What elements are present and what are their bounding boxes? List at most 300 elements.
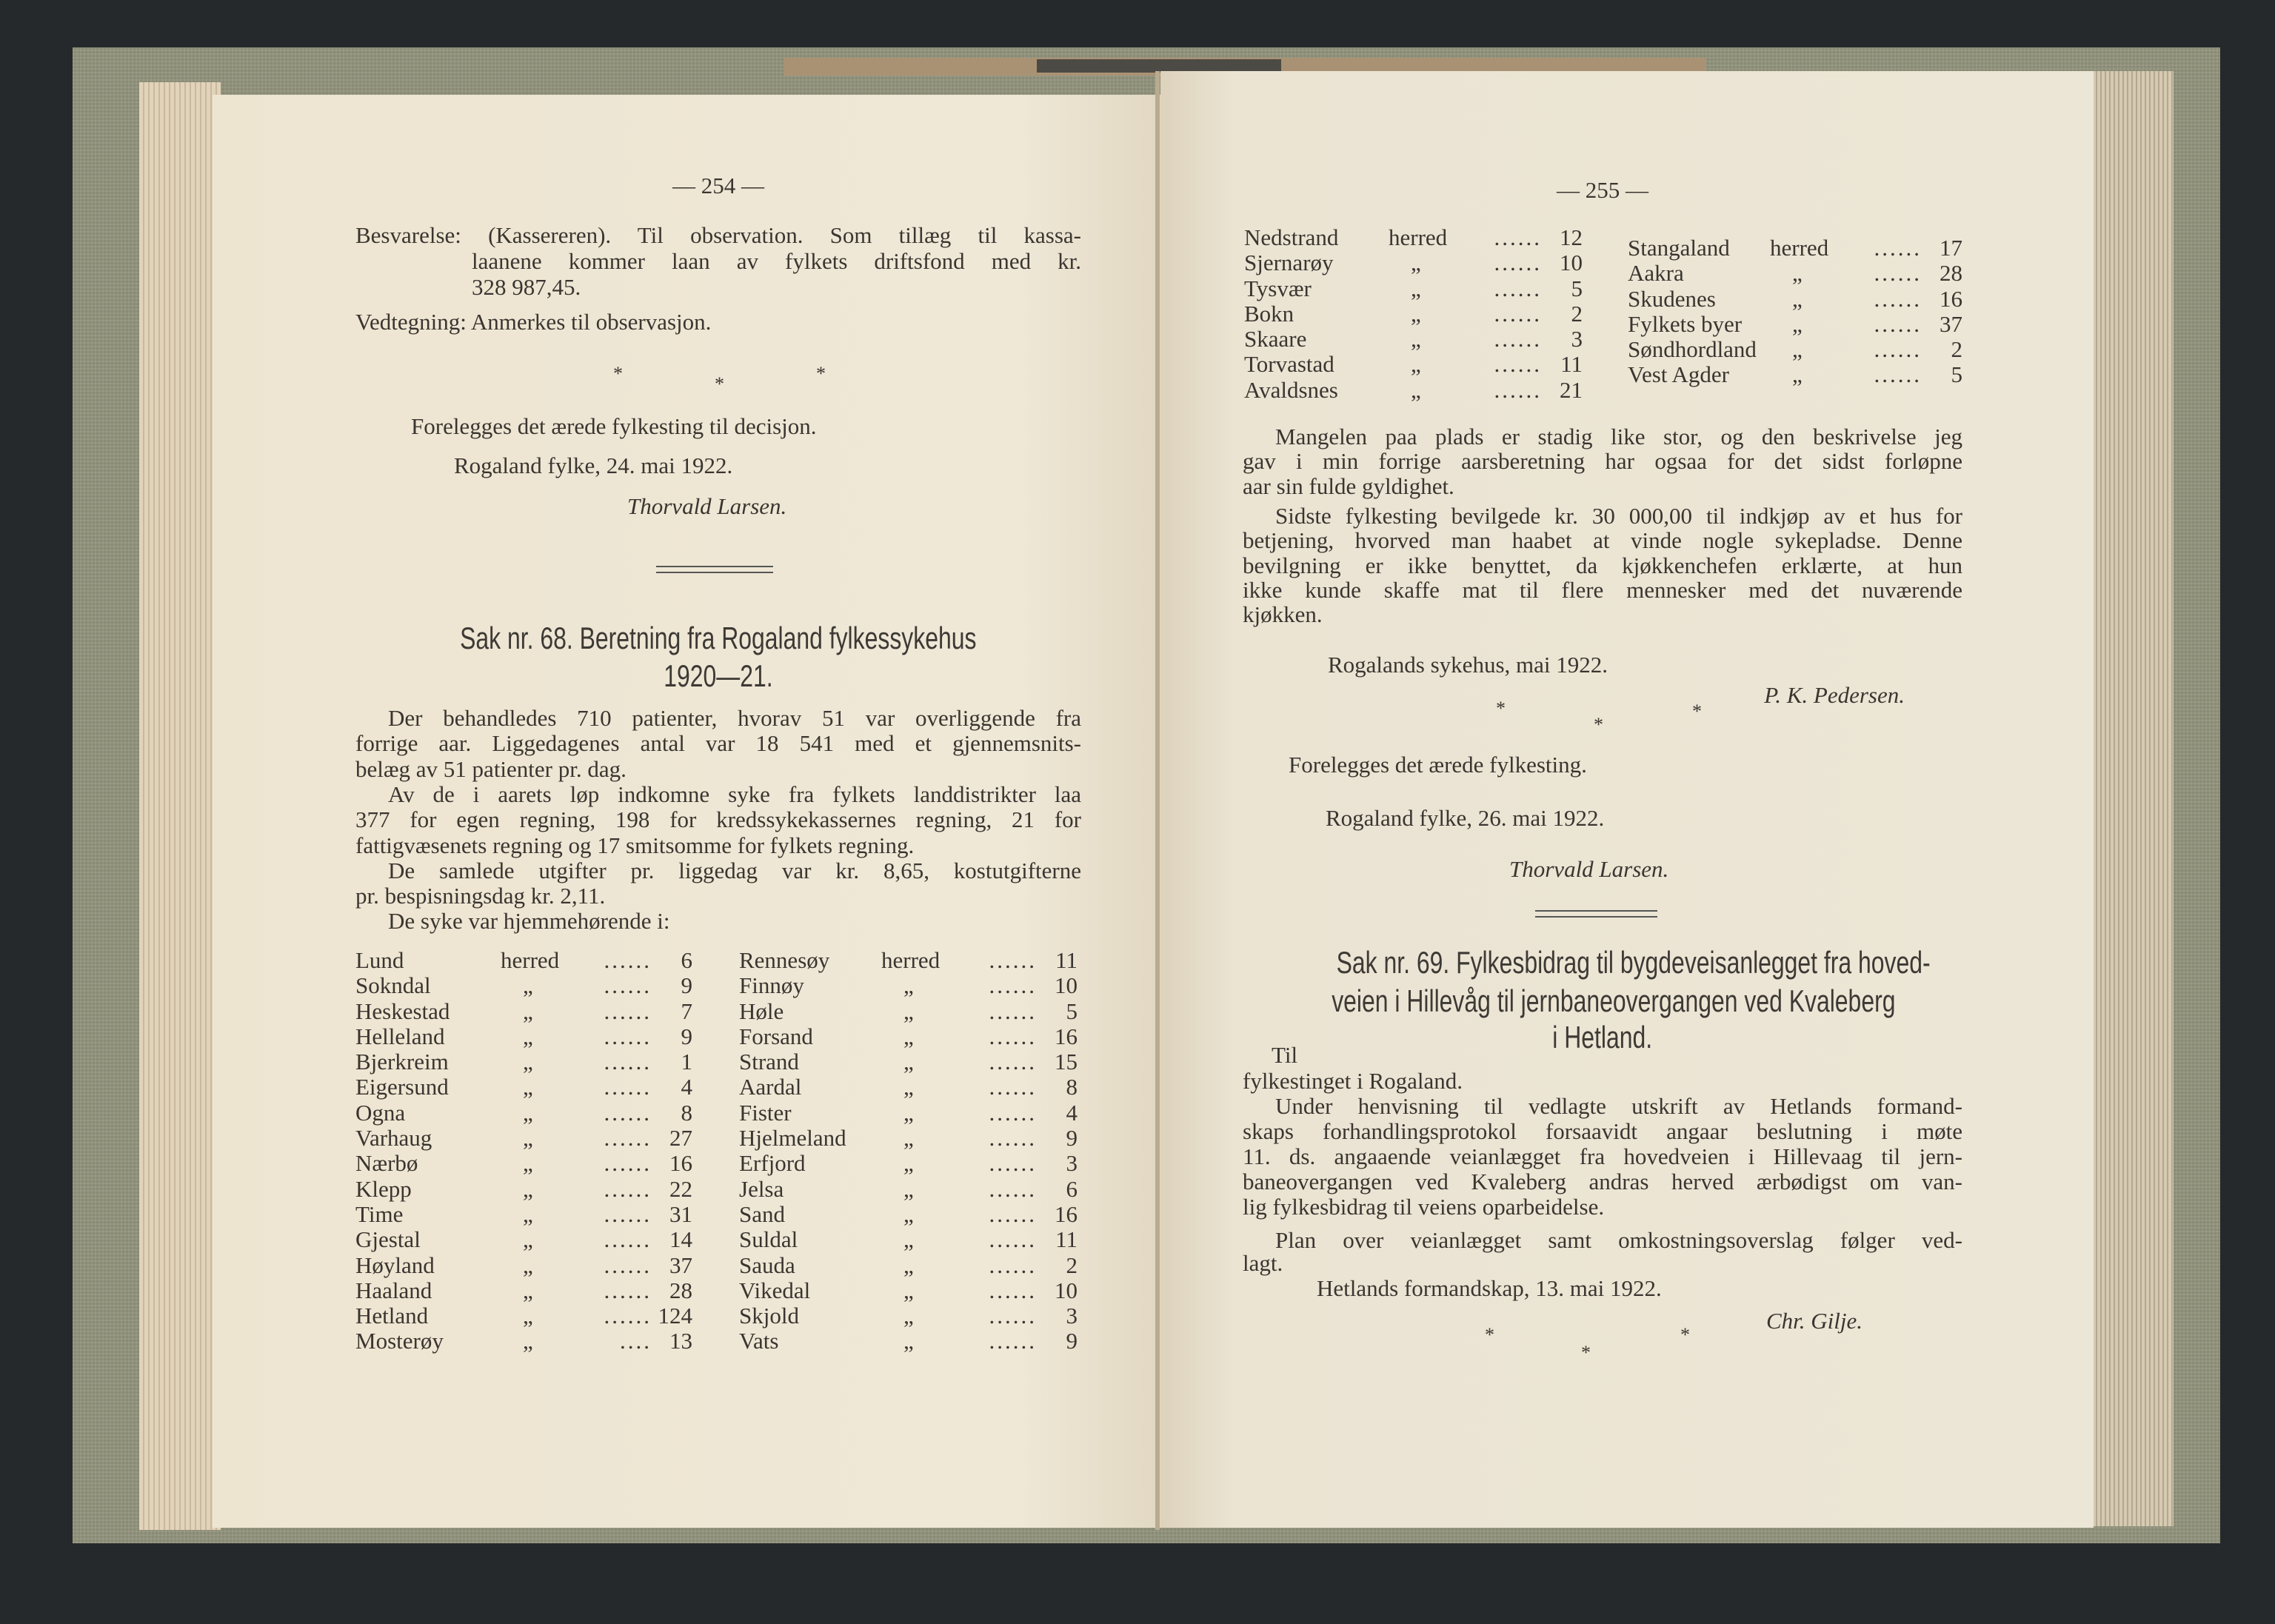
district-name: Klepp xyxy=(355,1175,412,1202)
herred-label: „ xyxy=(523,1099,533,1126)
patient-count: 16 xyxy=(1940,285,1962,312)
leader-dots: ...... xyxy=(989,1049,1037,1075)
leader-dots: ...... xyxy=(604,1074,652,1100)
herred-label: „ xyxy=(903,1277,914,1303)
leader-dots: ...... xyxy=(1874,336,1922,363)
table-row xyxy=(739,1329,1080,1354)
table-row xyxy=(739,1278,1080,1303)
leader-dots: ...... xyxy=(1874,361,1922,388)
patient-count: 2 xyxy=(1066,1252,1078,1278)
herred-label: „ xyxy=(1792,361,1803,388)
text-line: belæg av 51 patienter pr. dag. xyxy=(355,755,627,782)
leader-dots: ...... xyxy=(1494,376,1542,403)
table-row xyxy=(1244,327,1585,352)
table-row xyxy=(1244,301,1585,327)
district-name: Bokn xyxy=(1244,300,1294,327)
herred-label: „ xyxy=(523,1074,533,1100)
district-name: Time xyxy=(355,1200,404,1227)
table-row xyxy=(1628,337,1965,362)
section-heading-68-year xyxy=(355,658,1081,695)
patient-count: 8 xyxy=(681,1099,692,1126)
district-name: Bjerkreim xyxy=(355,1049,449,1075)
table-row xyxy=(1628,287,1965,312)
district-table-right xyxy=(739,948,1080,1354)
table-row xyxy=(739,1177,1080,1202)
table-row xyxy=(739,1227,1080,1252)
herred-label: „ xyxy=(903,998,914,1024)
letter-date: Hetlands formandskap, 13. mai 1922. xyxy=(1317,1275,1662,1301)
herred-label: „ xyxy=(1792,260,1803,287)
district-name: Høle xyxy=(739,998,784,1024)
heading-line: Sak nr. 68. Beretning fra Rogaland fylkessykehus xyxy=(460,621,977,655)
table-row xyxy=(1628,312,1965,337)
leader-dots: ...... xyxy=(989,1175,1037,1202)
patient-count: 3 xyxy=(1571,326,1583,352)
patient-count: 11 xyxy=(1560,351,1583,378)
leader-dots: ...... xyxy=(989,1150,1037,1177)
text-line: 11. ds. angaaende veianlægget fra hovedveien i Hillevaag til jern- xyxy=(1243,1143,1962,1169)
herred-label: „ xyxy=(1411,326,1421,352)
signature: Thorvald Larsen. xyxy=(1509,856,1669,882)
section-divider xyxy=(656,566,773,573)
text-line: lagt. xyxy=(1243,1250,1283,1276)
herred-label: „ xyxy=(1411,351,1421,378)
herred-label: „ xyxy=(903,1125,914,1152)
leader-dots: ...... xyxy=(989,1074,1037,1100)
leader-dots: ...... xyxy=(604,947,652,973)
table-row xyxy=(355,1177,696,1202)
table-row xyxy=(1628,235,1965,261)
table-row xyxy=(739,1100,1080,1126)
district-name: Skudenes xyxy=(1628,285,1716,312)
patient-count: 6 xyxy=(681,947,692,973)
patient-count: 3 xyxy=(1066,1150,1078,1177)
herred-label: „ xyxy=(523,1125,533,1152)
district-name: Sauda xyxy=(739,1252,795,1278)
district-name: Stangaland xyxy=(1628,235,1730,261)
leader-dots: ...... xyxy=(989,1226,1037,1253)
district-name: Rennesøy xyxy=(739,947,830,973)
leader-dots: ...... xyxy=(989,1277,1037,1303)
text-line: skaps forhandlingsprotokol forsaavidt angaar beslutning i møte xyxy=(1243,1118,1962,1144)
table-row xyxy=(1244,378,1585,403)
leader-dots: ...... xyxy=(604,998,652,1024)
herred-label: „ xyxy=(523,1277,533,1303)
patient-count: 9 xyxy=(1066,1125,1078,1152)
herred-label: „ xyxy=(903,1175,914,1202)
herred-label: „ xyxy=(1411,250,1421,276)
leader-dots: ...... xyxy=(604,1150,652,1177)
text-line: gav i min forrige aarsberetning har ogsaa for det sidst forløpne xyxy=(1243,448,1962,475)
patient-count: 3 xyxy=(1066,1303,1078,1329)
patient-count: 11 xyxy=(1055,1226,1078,1253)
text-line: Under henvisning til vedlagte utskrift av Hetlands formand- xyxy=(1275,1093,1962,1119)
letter-paragraph xyxy=(1243,1229,1962,1274)
district-name: Skaare xyxy=(1244,326,1307,352)
star-ornament: * xyxy=(1680,1324,1690,1346)
district-name: Nedstrand xyxy=(1244,224,1339,250)
table-row xyxy=(355,973,696,998)
table-row xyxy=(355,1100,696,1126)
district-table-left xyxy=(355,948,696,1354)
table-row xyxy=(739,1151,1080,1176)
table-row xyxy=(355,1227,696,1252)
leader-dots: ...... xyxy=(989,947,1037,973)
table-row xyxy=(1244,276,1585,301)
text-line: betjening, hvorved man haabet at vinde nogle sykepladse. Denne xyxy=(1243,527,1962,554)
leader-dots: ...... xyxy=(604,1226,652,1253)
patient-count: 37 xyxy=(669,1252,692,1278)
district-name: Helleland xyxy=(355,1023,445,1049)
herred-label: „ xyxy=(523,1150,533,1177)
district-name: Strand xyxy=(739,1049,799,1075)
heading-line: Sak nr. 69. Fylkesbidrag til bygdeveisanlegget fra hoved- xyxy=(1336,945,1931,980)
letter-paragraph xyxy=(1243,1094,1962,1220)
patient-count: 14 xyxy=(669,1226,692,1253)
herred-label: „ xyxy=(523,1200,533,1227)
leader-dots: ...... xyxy=(1874,235,1922,261)
leader-dots: ...... xyxy=(989,972,1037,999)
leader-dots: ...... xyxy=(604,1125,652,1152)
text-line: Sidste fylkesting bevilgede kr. 30 000,00 til indkjøp av et hus for xyxy=(1275,503,1962,529)
text-line: fattigvæsenets regning og 17 smitsomme for fylkets regning. xyxy=(355,832,915,858)
text-line: lig fylkesbidrag til veiens oparbeidelse. xyxy=(1243,1194,1605,1220)
patient-count: 7 xyxy=(681,998,692,1024)
table-row xyxy=(739,948,1080,973)
district-name: Avaldsnes xyxy=(1244,376,1338,403)
salutation-to: Til xyxy=(1272,1042,1298,1068)
patient-count: 31 xyxy=(669,1200,692,1227)
page-edges-right xyxy=(2088,71,2174,1526)
patient-count: 10 xyxy=(1560,250,1583,276)
table-row xyxy=(739,1126,1080,1151)
text-line: Plan over veianlægget samt omkostningsoverslag følger ved- xyxy=(1275,1227,1962,1253)
heading-line: 1920—21. xyxy=(664,658,773,693)
herred-label: „ xyxy=(903,1328,914,1354)
table-row xyxy=(1244,250,1585,275)
district-name: Sjernarøy xyxy=(1244,250,1334,276)
patient-count: 124 xyxy=(658,1303,692,1329)
text-line: 377 for egen regning, 198 for kredssykekassernes regning, 21 for xyxy=(355,806,1081,833)
table-row xyxy=(355,1202,696,1227)
leader-dots: .... xyxy=(620,1328,652,1354)
section-heading-69 xyxy=(1243,1019,1962,1056)
district-name: Hetland xyxy=(355,1303,429,1329)
patient-count: 5 xyxy=(1951,361,1962,388)
leader-dots: ...... xyxy=(989,998,1037,1024)
district-name: Varhaug xyxy=(355,1125,432,1152)
district-name: Mosterøy xyxy=(355,1328,444,1354)
district-name: Suldal xyxy=(739,1226,798,1253)
district-name: Fister xyxy=(739,1099,792,1126)
patient-count: 15 xyxy=(1055,1049,1078,1075)
herred-label: „ xyxy=(523,1252,533,1278)
district-name: Ogna xyxy=(355,1099,406,1126)
text-line: pr. bespisningsdag kr. 2,11. xyxy=(355,883,606,909)
herred-label: „ xyxy=(1411,275,1421,301)
leader-dots: ...... xyxy=(604,1175,652,1202)
star-ornament: * xyxy=(1581,1342,1591,1363)
table-row xyxy=(355,1126,696,1151)
table-row xyxy=(1244,352,1585,377)
section-heading-69 xyxy=(1243,983,1962,1020)
district-name: Sokndal xyxy=(355,972,431,999)
paragraph xyxy=(1243,504,1962,626)
patient-count: 9 xyxy=(681,1023,692,1049)
leader-dots: ...... xyxy=(604,1200,652,1227)
district-name: Høyland xyxy=(355,1252,435,1278)
patient-count: 11 xyxy=(1055,947,1078,973)
herred-label: „ xyxy=(523,972,533,999)
district-table-right xyxy=(1628,235,1965,388)
leader-dots: ...... xyxy=(1494,275,1542,301)
district-name: Tysvær xyxy=(1244,275,1312,301)
text-line: kjøkken. xyxy=(1243,601,1323,628)
district-name: Jelsa xyxy=(739,1175,784,1202)
herred-label: „ xyxy=(1411,300,1421,327)
vedtegning-text: Vedtegning: Anmerkes til observasjon. xyxy=(355,309,712,335)
herred-label: „ xyxy=(1411,376,1421,403)
table-row xyxy=(355,1303,696,1329)
patient-count: 16 xyxy=(669,1150,692,1177)
district-name: Aardal xyxy=(739,1074,802,1100)
leader-dots: ...... xyxy=(1874,285,1922,312)
star-ornament: * xyxy=(816,363,826,384)
herred-label: herred xyxy=(1770,235,1829,261)
patient-count: 22 xyxy=(669,1175,692,1202)
text-line: Av de i aarets løp indkomne syke fra fylkets landdistrikter laa xyxy=(388,781,1081,807)
table-row xyxy=(1244,225,1585,250)
table-row xyxy=(355,1049,696,1075)
leader-dots: ...... xyxy=(604,972,652,999)
district-name: Fylkets byer xyxy=(1628,310,1743,337)
patient-count: 2 xyxy=(1571,300,1583,327)
heading-line: veien i Hillevåg til jernbaneovergangen ved Kvaleberg xyxy=(1332,983,1896,1018)
herred-label: „ xyxy=(903,1023,914,1049)
patient-count: 4 xyxy=(1066,1099,1078,1126)
patient-count: 27 xyxy=(669,1125,692,1152)
herred-label: „ xyxy=(1792,336,1803,363)
star-ornament: * xyxy=(1485,1324,1494,1346)
place-date: Rogaland fylke, 26. mai 1922. xyxy=(1326,805,1605,831)
herred-label: „ xyxy=(523,1328,533,1354)
patient-count: 16 xyxy=(1055,1023,1078,1049)
paragraph xyxy=(355,706,1081,782)
paragraph xyxy=(1243,424,1962,498)
text-line: bevilgning er ikke benyttet, da kjøkkenchefen erklærte, at hun xyxy=(1243,552,1962,578)
herred-label: „ xyxy=(523,1175,533,1202)
section-heading-69 xyxy=(1243,944,1962,981)
patient-count: 28 xyxy=(1940,260,1962,287)
table-row xyxy=(355,1151,696,1176)
table-row xyxy=(739,999,1080,1024)
hospital-date: Rogalands sykehus, mai 1922. xyxy=(1328,652,1608,678)
district-name: Finnøy xyxy=(739,972,804,999)
district-table-left xyxy=(1244,225,1585,403)
herred-label: „ xyxy=(1792,310,1803,337)
table-row xyxy=(739,1075,1080,1100)
text-line: 328 987,45. xyxy=(472,274,581,300)
district-name: Vest Agder xyxy=(1628,361,1729,388)
table-row xyxy=(739,1253,1080,1278)
text-line: laanene kommer laan av fylkets driftsfond med kr. xyxy=(472,248,1081,274)
herred-label: „ xyxy=(903,1226,914,1253)
leader-dots: ...... xyxy=(604,1277,652,1303)
district-name: Gjestal xyxy=(355,1226,421,1253)
leader-dots: ...... xyxy=(1494,326,1542,352)
leader-dots: ...... xyxy=(989,1099,1037,1126)
table-row xyxy=(739,1303,1080,1329)
herred-label: herred xyxy=(881,947,941,973)
leader-dots: ...... xyxy=(1494,250,1542,276)
table-row xyxy=(355,1329,696,1354)
section-heading-68 xyxy=(355,620,1081,657)
district-name: Heskestad xyxy=(355,998,450,1024)
text-line: De syke var hjemmehørende i: xyxy=(388,908,670,934)
leader-dots: ...... xyxy=(604,1049,652,1075)
herred-label: herred xyxy=(501,947,560,973)
herred-label: „ xyxy=(523,998,533,1024)
district-name: Forsand xyxy=(739,1023,813,1049)
herred-label: herred xyxy=(1389,224,1448,250)
paragraph xyxy=(355,782,1081,858)
leader-dots: ...... xyxy=(604,1252,652,1278)
herred-label: „ xyxy=(903,1303,914,1329)
leader-dots: ...... xyxy=(989,1023,1037,1049)
table-row xyxy=(355,1075,696,1100)
table-row xyxy=(355,1253,696,1278)
leader-dots: ...... xyxy=(1874,260,1922,287)
patient-count: 12 xyxy=(1560,224,1583,250)
patient-count: 10 xyxy=(1055,972,1078,999)
patient-count: 21 xyxy=(1560,376,1583,403)
paragraph xyxy=(355,909,1081,934)
heading-line: i Hetland. xyxy=(1552,1020,1653,1055)
district-name: Torvastad xyxy=(1244,351,1334,378)
text-line: aar sin fulde gyldighet. xyxy=(1243,472,1454,499)
herred-label: „ xyxy=(523,1049,533,1075)
herred-label: „ xyxy=(523,1303,533,1329)
herred-label: „ xyxy=(903,1150,914,1177)
patient-count: 8 xyxy=(1066,1074,1078,1100)
leader-dots: ...... xyxy=(989,1125,1037,1152)
district-name: Hjelmeland xyxy=(739,1125,846,1152)
text-line: Der behandledes 710 patienter, hvorav 51 var overliggende fra xyxy=(388,705,1081,731)
text-line: ikke kunde skaffe mat til flere mennesker med det nuværende xyxy=(1243,576,1962,603)
herred-label: „ xyxy=(1792,285,1803,312)
herred-label: „ xyxy=(903,1074,914,1100)
section-divider xyxy=(1535,910,1657,918)
text-line: De samlede utgifter pr. liggedag var kr. 8,65, kostutgifterne xyxy=(388,858,1081,883)
patient-count: 16 xyxy=(1055,1200,1078,1227)
leader-dots: ...... xyxy=(989,1252,1037,1278)
patient-count: 28 xyxy=(669,1277,692,1303)
table-row xyxy=(355,1024,696,1049)
leader-dots: ...... xyxy=(1874,310,1922,337)
leader-dots: ...... xyxy=(1494,351,1542,378)
table-row xyxy=(355,999,696,1024)
district-name: Søndhordland xyxy=(1628,336,1757,363)
table-row xyxy=(355,1278,696,1303)
patient-count: 6 xyxy=(1066,1175,1078,1202)
text-line: Mangelen paa plads er stadig like stor, og den beskrivelse jeg xyxy=(1275,424,1962,450)
place-date: Rogaland fylke, 24. mai 1922. xyxy=(454,452,733,478)
patient-count: 37 xyxy=(1940,310,1962,337)
patient-count: 4 xyxy=(681,1074,692,1100)
table-row xyxy=(1628,261,1965,286)
table-row xyxy=(1628,362,1965,387)
star-ornament: * xyxy=(715,373,724,395)
star-ornament: * xyxy=(613,363,623,384)
district-name: Vikedal xyxy=(739,1277,811,1303)
star-ornament: * xyxy=(1692,701,1702,722)
table-row xyxy=(355,948,696,973)
leader-dots: ...... xyxy=(604,1023,652,1049)
patient-count: 13 xyxy=(669,1328,692,1354)
patient-count: 2 xyxy=(1951,336,1962,363)
leader-dots: ...... xyxy=(604,1303,652,1329)
book-gutter xyxy=(1155,71,1160,1530)
text-line: forrige aar. Liggedagenes antal var 18 541 med et gjennemsnits- xyxy=(355,730,1081,757)
patient-count: 9 xyxy=(1066,1328,1078,1354)
leader-dots: ...... xyxy=(989,1303,1037,1329)
herred-label: „ xyxy=(903,1252,914,1278)
herred-label: „ xyxy=(903,1099,914,1126)
district-name: Haaland xyxy=(355,1277,432,1303)
signature: Thorvald Larsen. xyxy=(627,493,787,519)
leader-dots: ...... xyxy=(1494,300,1542,327)
leader-dots: ...... xyxy=(989,1328,1037,1354)
star-ornament: * xyxy=(1594,714,1603,735)
district-name: Erfjord xyxy=(739,1150,806,1177)
patient-count: 10 xyxy=(1055,1277,1078,1303)
hospital-signature: P. K. Pedersen. xyxy=(1764,682,1905,708)
district-name: Sand xyxy=(739,1200,785,1227)
forelegges-text: Forelegges det ærede fylkesting til decisjon. xyxy=(411,413,817,439)
star-ornament: * xyxy=(1496,698,1506,719)
page-number-left: — 254 — xyxy=(672,173,764,198)
text-line: Besvarelse: (Kassereren). Til observation. Som tillæg til kassa- xyxy=(355,222,1081,248)
district-name: Aakra xyxy=(1628,260,1684,287)
page-number-right: — 255 — xyxy=(1557,177,1648,203)
salutation-recipient: fylkestinget i Rogaland. xyxy=(1243,1068,1463,1094)
herred-label: „ xyxy=(903,1200,914,1227)
table-row xyxy=(739,1049,1080,1075)
leader-dots: ...... xyxy=(989,1200,1037,1227)
herred-label: „ xyxy=(523,1226,533,1253)
district-name: Skjold xyxy=(739,1303,799,1329)
herred-label: „ xyxy=(523,1023,533,1049)
patient-count: 5 xyxy=(1571,275,1583,301)
district-name: Vats xyxy=(739,1328,779,1354)
besvarelse-paragraph xyxy=(355,222,1081,300)
paragraph xyxy=(355,858,1081,909)
text-line: baneovergangen ved Kvaleberg andras herved ærbødigst om van- xyxy=(1243,1169,1962,1194)
table-row xyxy=(739,1202,1080,1227)
letter-signature: Chr. Gilje. xyxy=(1765,1308,1863,1334)
herred-label: „ xyxy=(903,1049,914,1075)
leader-dots: ...... xyxy=(1494,224,1542,250)
table-row xyxy=(739,973,1080,998)
patient-count: 9 xyxy=(681,972,692,999)
district-name: Eigersund xyxy=(355,1074,449,1100)
leader-dots: ...... xyxy=(604,1099,652,1126)
forelegges-text: Forelegges det ærede fylkesting. xyxy=(1289,752,1587,778)
herred-label: „ xyxy=(903,972,914,999)
table-row xyxy=(739,1024,1080,1049)
patient-count: 1 xyxy=(681,1049,692,1075)
page-edges-left xyxy=(139,82,221,1530)
